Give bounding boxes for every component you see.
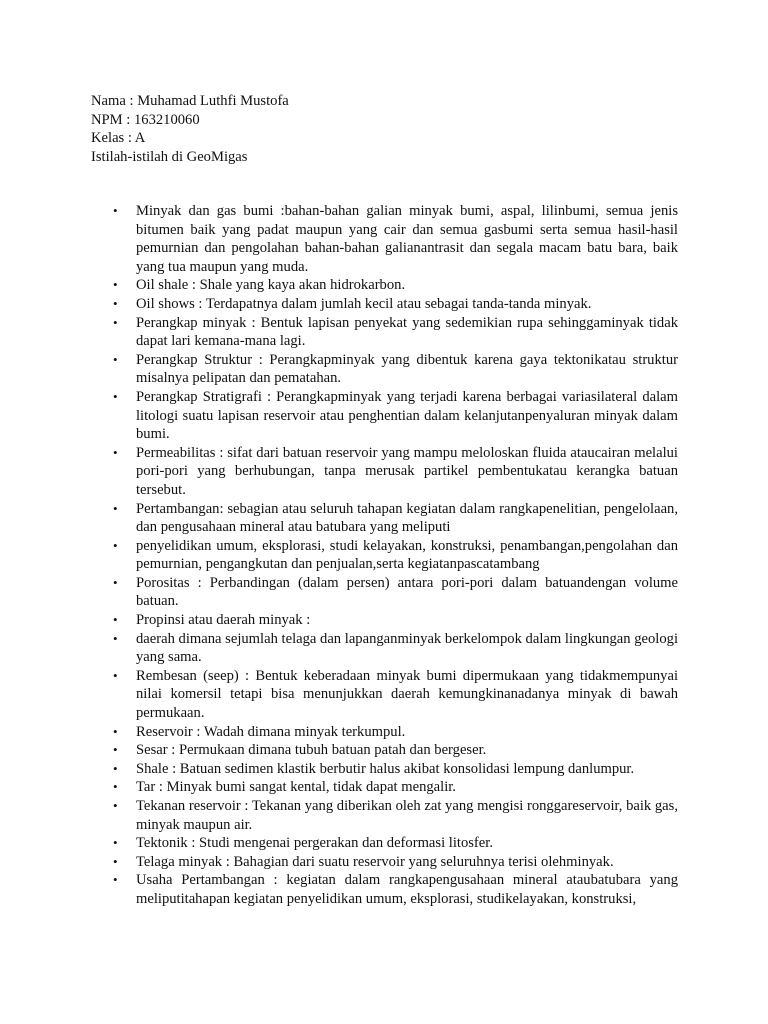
term-definition: Shale : Batuan sedimen klastik berbutir halus akibat konsolidasi lempung danlumpur. (136, 760, 635, 777)
term-definition: Minyak dan gas bumi :bahan-bahan galian minyak bumi, aspal, lilinbumi, semua jenis bitumen baik yang padat maupun yang cair dan semua gasbumi serta semua hasil-hasil pemurnian dan pengolahan bahan-bahan galianantrasit dan segala macam batu bara, baik yang tua maupun yang muda. (136, 203, 678, 275)
bullet-icon: • (113, 295, 118, 311)
list-item (110, 574, 678, 611)
list-item (110, 760, 678, 779)
list-item (110, 630, 678, 667)
term-definition: Permeabilitas : sifat dari batuan reservoir yang mampu meloloskan fluida ataucairan melalui pori-pori yang berhubungan, tanpa merusak partikel pembentukatau kerangka batuan tersebut. (136, 444, 678, 498)
list-item (110, 500, 678, 537)
term-definition: Porositas : Perbandingan (dalam persen) antara pori-pori dalam batuandengan volume batuan. (136, 574, 678, 610)
bullet-icon: • (113, 203, 118, 218)
bullet-icon: • (113, 444, 118, 460)
list-item (110, 351, 678, 388)
list-item (110, 871, 678, 908)
bullet-icon: • (113, 760, 118, 776)
bullet-icon: • (113, 314, 118, 330)
list-item (110, 444, 678, 500)
term-definition: Reservoir : Wadah dimana minyak terkumpul. (136, 723, 406, 740)
list-item (110, 853, 678, 872)
student-npm: NPM : 163210060 (91, 111, 200, 128)
term-definition: Perangkap minyak : Bentuk lapisan penyekat yang sedemikian rupa sehinggaminyak tidak dapat lari kemana-mana lagi. (136, 314, 678, 350)
list-item (110, 834, 678, 853)
list-item (110, 723, 678, 742)
term-definition: Oil shows : Terdapatnya dalam jumlah kecil atau sebagai tanda-tanda minyak. (136, 295, 592, 312)
term-definition: Oil shale : Shale yang kaya akan hidrokarbon. (136, 277, 406, 294)
term-definition: Perangkap Struktur : Perangkapminyak yang dibentuk karena gaya tektonikatau struktur misalnya pelipatan dan pematahan. (136, 351, 678, 387)
document-title: Istilah-istilah di GeoMigas (91, 148, 248, 165)
bullet-icon: • (113, 798, 118, 813)
bullet-icon: • (113, 630, 118, 646)
term-definition: Propinsi atau daerah minyak : (136, 612, 311, 629)
term-definition: Telaga minyak : Bahagian dari suatu reservoir yang seluruhnya terisi olehminyak. (136, 853, 614, 870)
term-definition: penyelidikan umum, eksplorasi, studi kelayakan, konstruksi, penambangan,pengolahan dan pemurnian, pengangkutan dan penjualan,serta kegiatanpascatambang (136, 537, 678, 573)
list-item (110, 202, 678, 276)
list-item (110, 778, 678, 797)
term-definition: Tar : Minyak bumi sangat kental, tidak dapat mengalir. (136, 779, 456, 796)
bullet-icon: • (113, 835, 118, 851)
bullet-icon: • (113, 723, 118, 739)
bullet-icon: • (113, 872, 118, 888)
term-definition: Usaha Pertambangan : kegiatan dalam rangkapengusahaan mineral ataubatubara yang meliputitahapan kegiatan penyelidikan umum, eksplorasi, studikelayakan, konstruksi, (136, 872, 678, 907)
list-item (110, 741, 678, 760)
bullet-icon: • (113, 277, 118, 293)
list-item (110, 537, 678, 574)
bullet-icon: • (113, 500, 118, 516)
bullet-icon: • (113, 742, 118, 758)
term-definition: Tektonik : Studi mengenai pergerakan dan deformasi litosfer. (136, 835, 493, 852)
student-info-header (91, 92, 289, 166)
bullet-icon: • (113, 537, 118, 553)
student-name: Nama : Muhamad Luthfi Mustofa (91, 93, 289, 109)
bullet-icon: • (113, 574, 118, 590)
bullet-icon: • (113, 667, 118, 683)
bullet-icon: • (113, 853, 118, 869)
list-item (110, 314, 678, 351)
list-item (110, 797, 678, 834)
term-definition: Perangkap Stratigrafi : Perangkapminyak yang terjadi karena berbagai variasilateral dalam litologi suatu lapisan reservoir atau penghentian dalam kelanjutanpenyaluran minyak dalam bumi. (136, 388, 678, 443)
student-class: Kelas : A (91, 130, 146, 147)
term-definition: Pertambangan: sebagian atau seluruh tahapan kegiatan dalam rangkapenelitian, pengelolaan, dan pengusahaan mineral atau batubara yang meliputi (136, 500, 678, 536)
bullet-icon: • (113, 351, 118, 367)
list-item (110, 295, 678, 314)
bullet-icon: • (113, 612, 118, 628)
list-item (110, 611, 678, 630)
term-definition: daerah dimana sejumlah telaga dan lapanganminyak berkelompok dalam lingkungan geologi yang sama. (136, 630, 678, 666)
list-item (110, 388, 678, 444)
term-definition: Tekanan reservoir : Tekanan yang diberikan oleh zat yang mengisi ronggareservoir, baik gas, minyak maupun air. (136, 798, 678, 833)
list-item (110, 667, 678, 723)
term-list (110, 202, 678, 909)
term-definition: Rembesan (seep) : Bentuk keberadaan minyak bumi dipermukaan yang tidakmempunyai nilai komersil tetapi bisa menunjukkan daerah kemungkinanadanya minyak di bawah permukaan. (136, 667, 678, 722)
bullet-icon: • (113, 779, 118, 795)
list-item (110, 276, 678, 295)
term-definition: Sesar : Permukaan dimana tubuh batuan patah dan bergeser. (136, 742, 487, 759)
bullet-icon: • (113, 388, 118, 404)
